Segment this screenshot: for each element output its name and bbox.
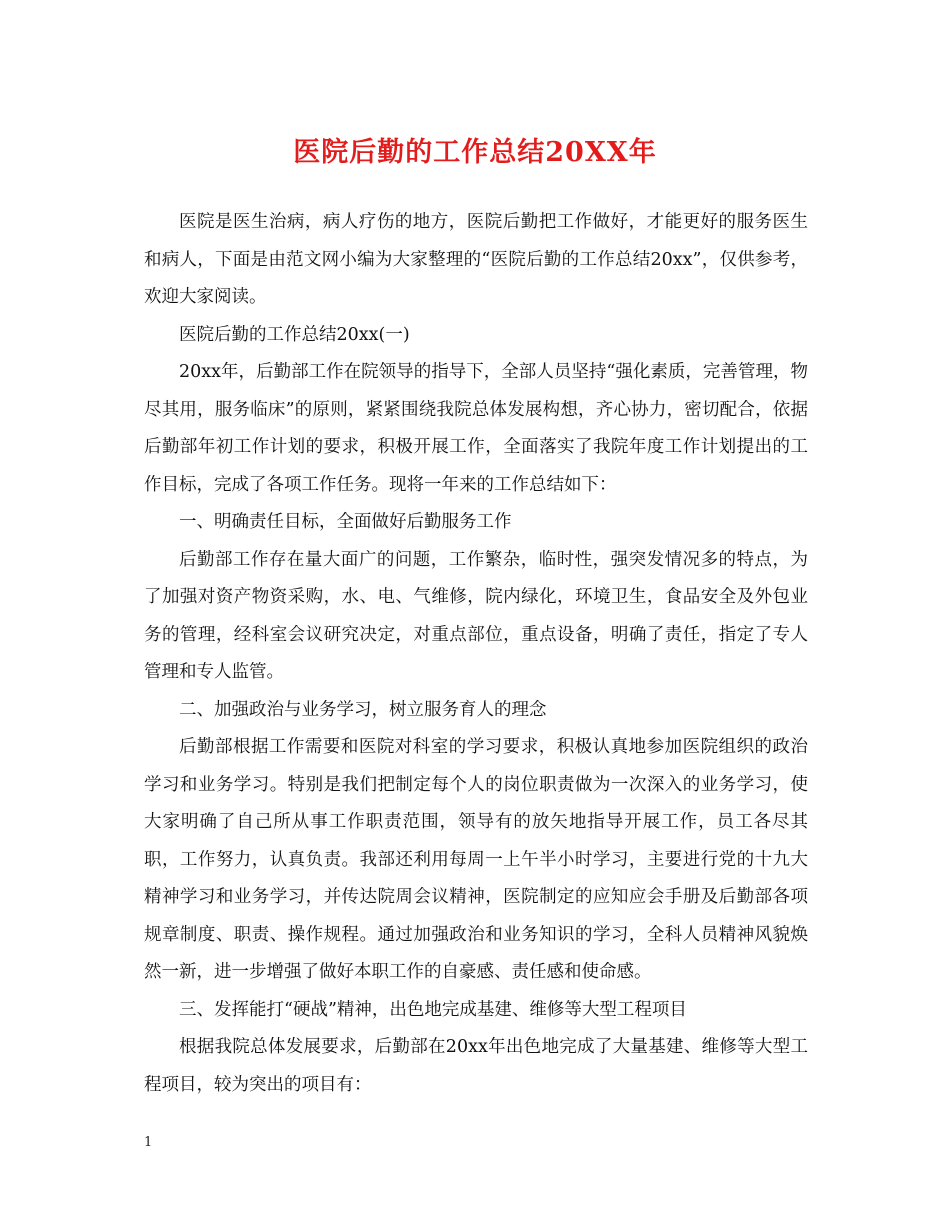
heading-three: 三、发挥能打“硬战”精神，出色地完成基建、维修等大型工程项目 xyxy=(179,999,687,1020)
page-number: 1 xyxy=(144,1135,153,1150)
document-title: 医院后勤的工作总结20XX年 xyxy=(293,137,657,168)
heading-two: 二、加强政治与业务学习，树立服务育人的理念 xyxy=(179,699,547,720)
heading-three-paragraph: 根据我院总体发展要求，后勤部在20xx年出色地完成了大量基建、维修等大型工程项目，较为突出的项目有： xyxy=(144,1037,808,1095)
intro-paragraph: 医院是医生治病，病人疗伤的地方，医院后勤把工作做好，才能更好的服务医生和病人，下面是由范文网小编为大家整理的“医院后勤的工作总结20xx”，仅供参考，欢迎大家阅读。 xyxy=(144,212,808,307)
section-subtitle: 医院后勤的工作总结20xx(一) xyxy=(179,324,410,345)
heading-one-paragraph: 后勤部工作存在量大面广的问题，工作繁杂，临时性，强突发情况多的特点，为了加强对资产物资采购，水、电、气维修，院内绿化，环境卫生，食品安全及外包业务的管理，经科室会议研究决定，对重点部位，重点设备，明确了责任，指定了专人管理和专人监管。 xyxy=(144,549,808,682)
heading-one: 一、明确责任目标，全面做好后勤服务工作 xyxy=(179,512,512,532)
overview-paragraph: 20xx年，后勤部工作在院领导的指导下，全部人员坚持“强化素质，完善管理，物尽其用，服务临床”的原则，紧紧围绕我院总体发展构想，齐心协力，密切配合，依据后勤部年初工作计划的要求，积极开展工作，全面落实了我院年度工作计划提出的工作目标，完成了各项工作任务。现将一年来的工作总结如下： xyxy=(144,362,808,495)
document-body xyxy=(144,204,808,1104)
heading-two-paragraph: 后勤部根据工作需要和医院对科室的学习要求，积极认真地参加医院组织的政治学习和业务学习。特别是我们把制定每个人的岗位职责做为一次深入的业务学习，使大家明确了自己所从事工作职责范围，领导有的放矢地指导开展工作，员工各尽其职，工作努力，认真负责。我部还利用每周一上午半小时学习，主要进行党的十九大精神学习和业务学习，并传达院周会议精神，医院制定的应知应会手册及后勤部各项规章制度、职责、操作规程。通过加强政治和业务知识的学习，全科人员精神风貌焕然一新，进一步增强了做好本职工作的自豪感、责任感和使命感。 xyxy=(144,737,808,982)
